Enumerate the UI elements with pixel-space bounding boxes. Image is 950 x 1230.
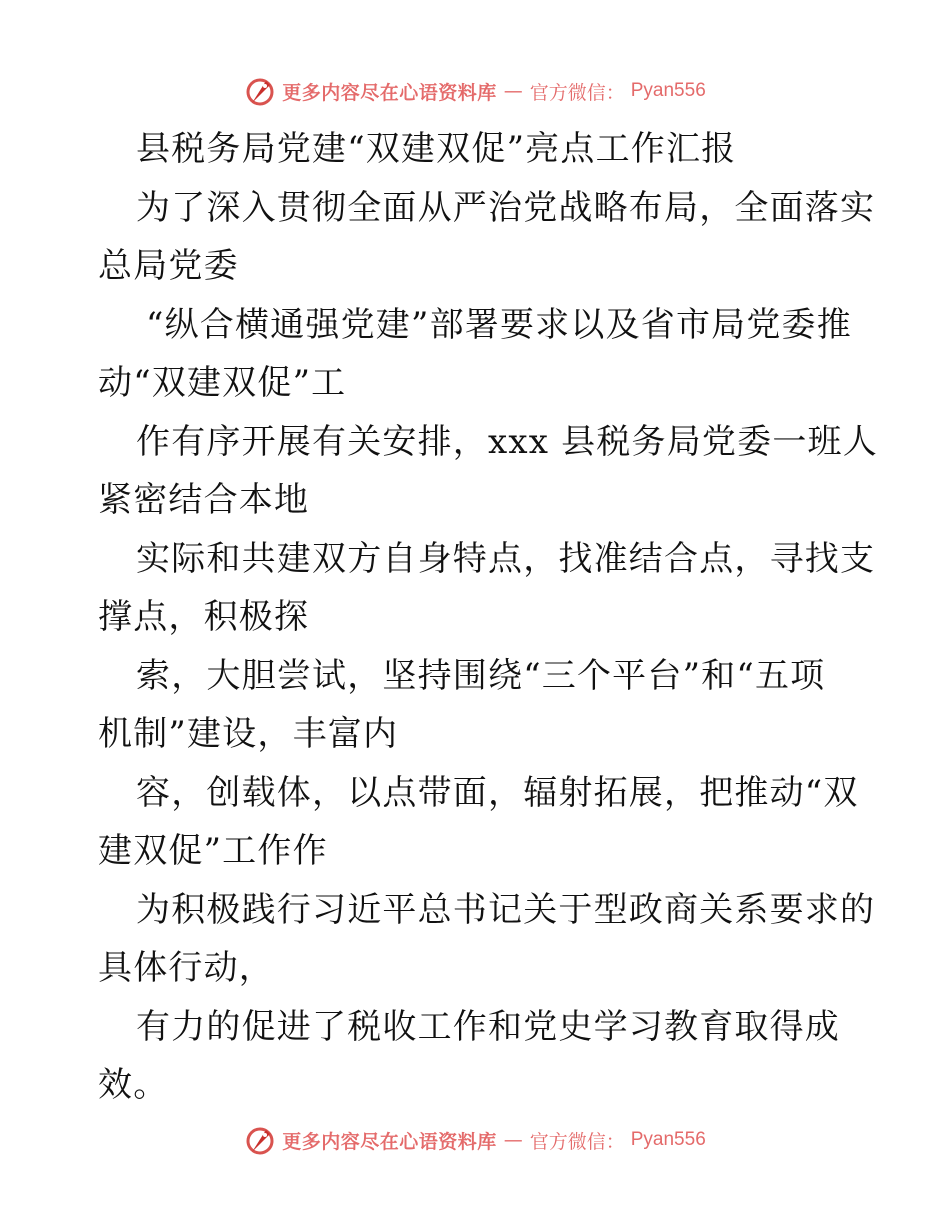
banner-main-text: 更多内容尽在心语资料库: [282, 81, 497, 104]
banner-wechat-label: 官方微信：: [529, 1130, 625, 1153]
paragraph-line: 效。: [98, 1065, 169, 1105]
banner-wechat-label: 官方微信：: [529, 81, 625, 104]
paragraph-line: 为了深入贯彻全面从严治党战略布局，全面落实: [136, 187, 876, 228]
paragraph-line: 建双促”工作作: [98, 831, 328, 871]
banner-dash: —: [503, 80, 523, 102]
paragraph-line: 容，创载体，以点带面，辐射拓展，把推动“双: [136, 772, 859, 813]
paragraph-line: 机制”建设，丰富内: [98, 714, 399, 754]
banner-main-text: 更多内容尽在心语资料库: [282, 1130, 497, 1153]
paragraph-line: “纵合横通强党建”部署要求以及省市局党委推: [146, 304, 852, 345]
paragraph-line: 总局党委: [98, 246, 239, 286]
paragraph-line: 实际和共建双方自身特点，找准结合点，寻找支: [136, 538, 876, 579]
paragraph-line: 索，大胆尝试，坚持围绕“三个平台”和“五项: [136, 655, 826, 696]
footer-banner: [0, 1120, 950, 1160]
paragraph-line: 具体行动，: [98, 948, 274, 988]
paragraph-line: 动“双建双促”工: [98, 363, 347, 403]
banner-dash: —: [503, 1129, 523, 1151]
paragraph-line: 为积极践行习近平总书记关于型政商关系要求的: [136, 889, 876, 930]
pen-nib-circle-icon: [244, 1124, 276, 1156]
document-title: 县税务局党建“双建双促”亮点工作汇报: [136, 129, 737, 169]
paragraph-line: 撑点，积极探: [98, 597, 310, 637]
banner-wechat-id: Pyan556: [630, 1129, 706, 1150]
paragraph-line: 作有序开展有关安排，xxx 县税务局党委一班人: [136, 421, 878, 462]
pen-nib-circle-icon: [244, 75, 276, 107]
header-banner: [0, 71, 950, 111]
paragraph-line: 有力的促进了税收工作和党史学习教育取得成: [136, 1006, 840, 1047]
paragraph-line: 紧密结合本地: [98, 480, 310, 520]
banner-wechat-id: Pyan556: [630, 80, 706, 101]
document-body: [98, 120, 878, 1115]
